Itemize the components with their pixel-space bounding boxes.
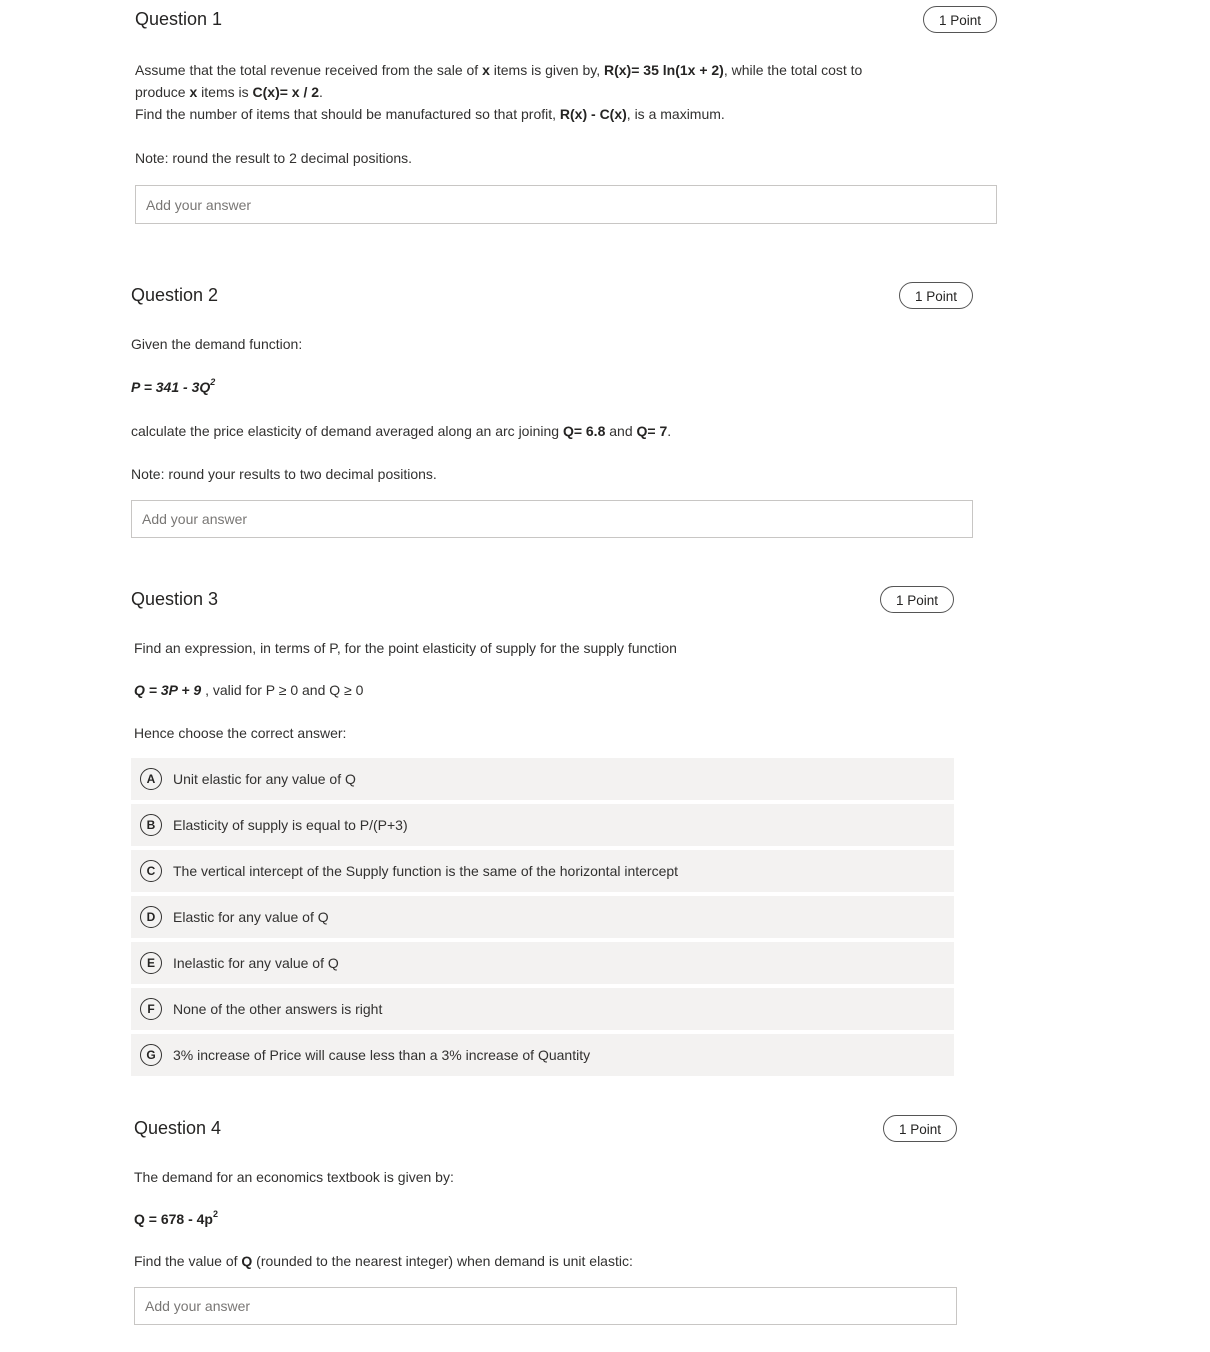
question-4-instruction: Find the value of Q (rounded to the nearest integer) when demand is unit elastic: bbox=[134, 1253, 633, 1269]
choice-g-letter: G bbox=[140, 1044, 162, 1066]
question-2-points-badge: 1 Point bbox=[899, 282, 973, 309]
choice-e[interactable] bbox=[131, 942, 954, 984]
question-4-title: Question 4 bbox=[134, 1117, 222, 1138]
choice-b[interactable] bbox=[131, 804, 954, 846]
choice-d-letter: D bbox=[140, 906, 162, 928]
choice-b-letter: B bbox=[140, 814, 162, 836]
question-1-text-line-1: Assume that the total revenue received from the sale of x items is given by, R(x)= 35 ln(1x + 2), while the total cost to bbox=[135, 62, 863, 78]
choice-g[interactable] bbox=[131, 1034, 954, 1076]
question-2-instruction: calculate the price elasticity of demand averaged along an arc joining Q= 6.8 and Q= 7. bbox=[131, 423, 672, 439]
choice-a-text: Unit elastic for any value of Q bbox=[173, 771, 356, 787]
question-3-points-badge: 1 Point bbox=[880, 586, 954, 613]
choice-c-letter: C bbox=[140, 860, 162, 882]
choice-f[interactable] bbox=[131, 988, 954, 1030]
choice-c-text: The vertical intercept of the Supply function is the same of the horizontal intercept bbox=[173, 863, 679, 879]
question-3-intro: Find an expression, in terms of P, for the point elasticity of supply for the supply function bbox=[134, 640, 677, 656]
question-4-intro: The demand for an economics textbook is given by: bbox=[134, 1169, 454, 1185]
choice-e-text: Inelastic for any value of Q bbox=[173, 955, 339, 971]
choice-d[interactable] bbox=[131, 896, 954, 938]
question-3 bbox=[131, 584, 954, 1076]
question-2-header bbox=[131, 280, 973, 310]
question-2 bbox=[131, 280, 973, 540]
question-1-text-line-2: produce x items is C(x)= x / 2. bbox=[135, 84, 323, 100]
choice-a-letter: A bbox=[140, 768, 162, 790]
choice-e-letter: E bbox=[140, 952, 162, 974]
question-2-intro: Given the demand function: bbox=[131, 336, 303, 352]
question-1-header bbox=[135, 4, 997, 34]
choice-c[interactable] bbox=[131, 850, 954, 892]
question-2-title: Question 2 bbox=[131, 284, 219, 305]
question-3-title: Question 3 bbox=[131, 588, 219, 609]
question-1-note: Note: round the result to 2 decimal positions. bbox=[135, 150, 413, 166]
question-2-formula: $P = 341 - 3Q^2$ bbox=[131, 377, 216, 395]
choice-d-text: Elastic for any value of Q bbox=[173, 909, 329, 925]
choice-a[interactable] bbox=[131, 758, 954, 800]
question-3-formula: Q = 3P + 9 , valid for P ≥ 0 and Q ≥ 0 bbox=[134, 682, 364, 698]
question-4-points-badge: 1 Point bbox=[883, 1115, 957, 1142]
question-3-prompt: Hence choose the correct answer: bbox=[134, 725, 347, 741]
question-1-text-line-3: Find the number of items that should be manufactured so that profit, R(x) - C(x), is a maximum. bbox=[135, 106, 725, 122]
question-4-formula: $Q = 678 - 4p^2$ bbox=[134, 1209, 218, 1227]
choice-f-text: None of the other answers is right bbox=[173, 1001, 383, 1017]
question-1-answer-input[interactable] bbox=[135, 185, 997, 224]
question-4 bbox=[134, 1113, 957, 1328]
question-1-title: Question 1 bbox=[135, 8, 223, 29]
question-4-header bbox=[134, 1113, 957, 1143]
choice-f-letter: F bbox=[140, 998, 162, 1020]
question-1-points-badge: 1 Point bbox=[923, 6, 997, 33]
choice-b-text: Elasticity of supply is equal to P/(P+3) bbox=[173, 817, 408, 833]
question-1 bbox=[135, 4, 997, 226]
question-3-header bbox=[131, 584, 954, 614]
question-4-answer-input[interactable] bbox=[134, 1287, 957, 1325]
question-2-answer-input[interactable] bbox=[131, 500, 973, 538]
question-2-note: Note: round your results to two decimal positions. bbox=[131, 466, 437, 482]
choice-g-text: 3% increase of Price will cause less than a 3% increase of Quantity bbox=[173, 1047, 591, 1063]
